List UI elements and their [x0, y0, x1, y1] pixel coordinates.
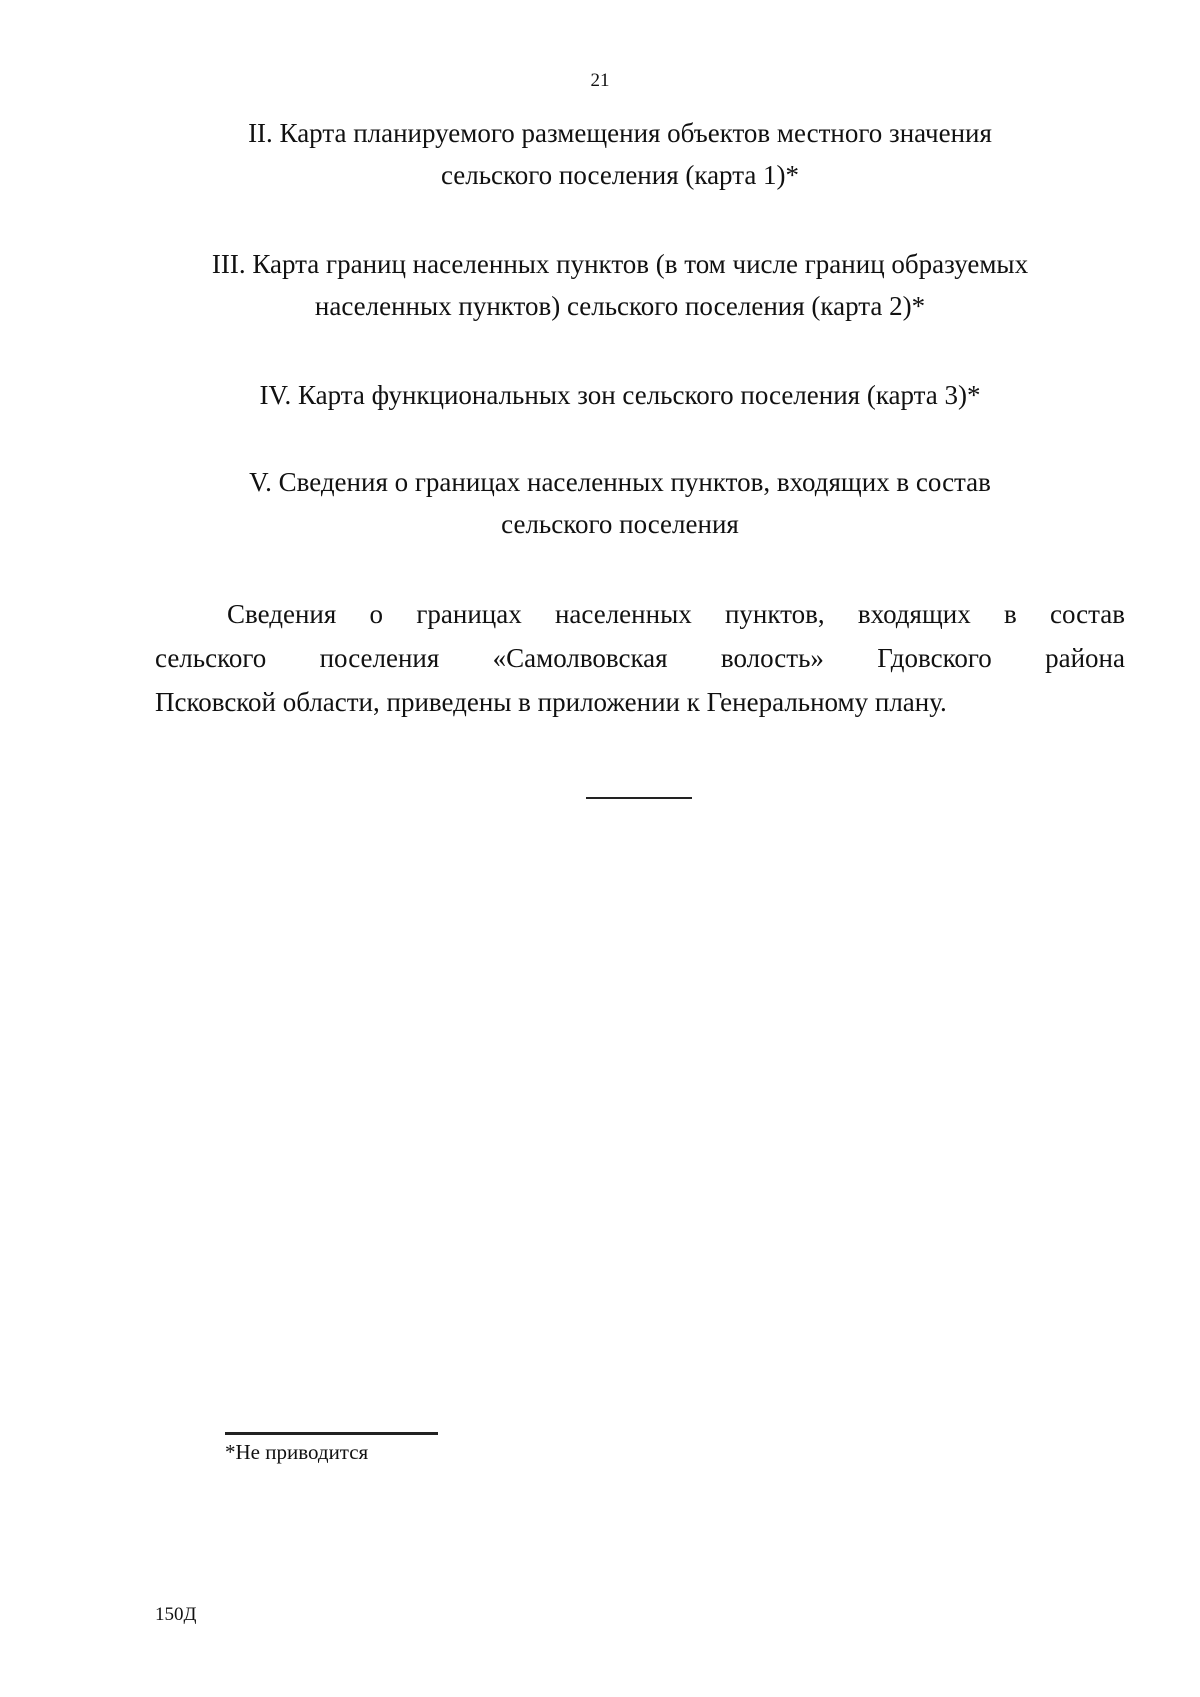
- section-heading-ii: [130, 112, 1110, 196]
- footnote-divider: [225, 1432, 438, 1435]
- section-heading-iv: [130, 374, 1110, 416]
- section-heading-line: II. Карта планируемого размещения объектов местного значения: [248, 118, 992, 148]
- section-heading-line: V. Сведения о границах населенных пунктов, входящих в состав: [249, 467, 991, 497]
- section-heading-iii: [130, 243, 1110, 327]
- end-divider: [586, 797, 692, 799]
- paragraph-line: Сведения о границах населенных пунктов, входящих в состав: [227, 599, 1125, 629]
- section-heading-v: [130, 461, 1110, 545]
- page-number: 21: [590, 70, 610, 91]
- section-heading-line: III. Карта границ населенных пунктов (в том числе границ образуемых: [211, 249, 1029, 279]
- footnote: *Не приводится: [225, 1440, 369, 1464]
- paragraph-line: Псковской области, приведены в приложении к Генеральному плану.: [155, 687, 947, 717]
- document-code: 150Д: [155, 1604, 197, 1625]
- paragraph-line: сельского поселения «Самолвовская волость» Гдовского района: [155, 643, 1125, 673]
- section-heading-line: IV. Карта функциональных зон сельского поселения (карта 3)*: [259, 380, 981, 410]
- body-paragraph: [155, 592, 1125, 724]
- section-heading-line: сельского поселения (карта 1)*: [440, 160, 800, 190]
- section-heading-line: населенных пунктов) сельского поселения (карта 2)*: [314, 291, 926, 321]
- section-heading-line: сельского поселения: [501, 509, 739, 539]
